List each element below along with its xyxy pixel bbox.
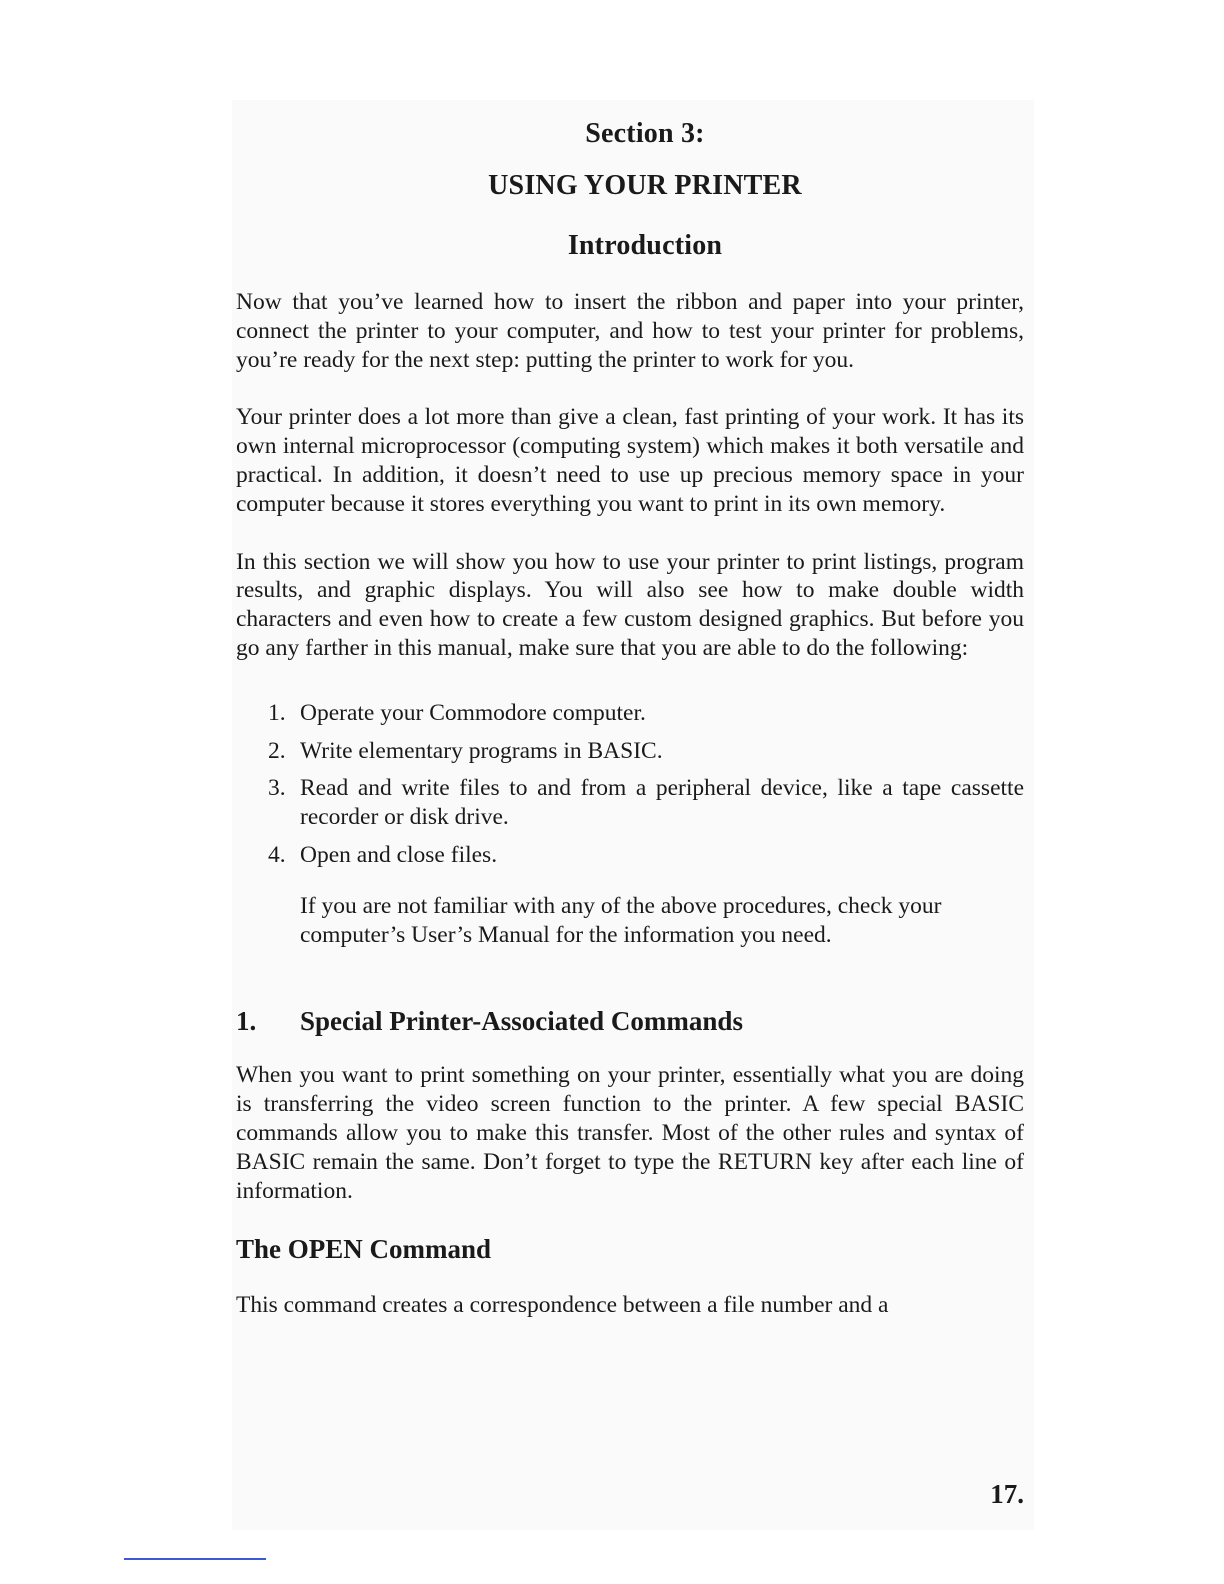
intro-paragraph: In this section we will show you how to use your printer to print listings, program results, and graphic displays. You will also see how to make double width characters and even how to create a few custom designed graphics. But before you go any farther in this manual, make sure that you are able to do the following: xyxy=(236,548,1024,661)
intro-paragraph: Now that you’ve learned how to insert the ribbon and paper into your printer, connect the printer to your computer, and how to test your printer for problems, you’re ready for the next step: putting the printer to work for you. xyxy=(236,289,1024,373)
list-item xyxy=(236,841,1024,870)
section-number: 1. xyxy=(236,1006,257,1037)
decorative-rule xyxy=(124,1558,266,1560)
list-item-number: 2. xyxy=(268,737,286,764)
document-page xyxy=(236,112,1024,1320)
page-number: 17. xyxy=(990,1479,1024,1509)
section-title: USING YOUR PRINTER xyxy=(488,170,802,201)
list-item-number: 1. xyxy=(268,699,286,726)
commands-section-heading xyxy=(236,1003,1024,1039)
requirements-note: If you are not familiar with any of the above procedures, check your computer’s User’s Manual for the information you need. xyxy=(300,892,942,948)
list-item-text: Read and write files to and from a peripheral device, like a tape cassette recorder or disk drive. xyxy=(300,775,1024,831)
intro-paragraph: Your printer does a lot more than give a clean, fast printing of your work. It has its own internal microprocessor (computing system) which makes it both versatile and practical. In addition, it doesn’t need to use up precious memory space in your computer because it stores everything you want to print in its own memory. xyxy=(236,404,1024,517)
list-item xyxy=(236,737,1024,766)
open-command-paragraph: This command creates a correspondence between a file number and a xyxy=(236,1292,889,1319)
introduction-heading: Introduction xyxy=(567,230,723,261)
list-item xyxy=(236,774,1024,832)
list-item-text: Write elementary programs in BASIC. xyxy=(300,737,663,764)
list-item xyxy=(236,699,1024,728)
requirements-list xyxy=(236,699,1024,870)
list-item-text: Operate your Commodore computer. xyxy=(300,699,646,726)
list-item-number: 3. xyxy=(268,775,286,802)
list-item-number: 4. xyxy=(268,841,286,868)
section-label: Section 3: xyxy=(585,118,705,149)
open-command-heading: The OPEN Command xyxy=(236,1234,492,1265)
commands-paragraph: When you want to print something on your printer, essentially what you are doing is transferring the video screen function to the printer. A few special BASIC commands allow you to make this transfer. Most of the other rules and syntax of BASIC remain the same. Don’t forget to type the RETURN key after each line of information. xyxy=(236,1062,1024,1204)
section-heading-text: Special Printer-Associated Commands xyxy=(300,1006,743,1037)
list-item-text: Open and close files. xyxy=(300,841,498,868)
